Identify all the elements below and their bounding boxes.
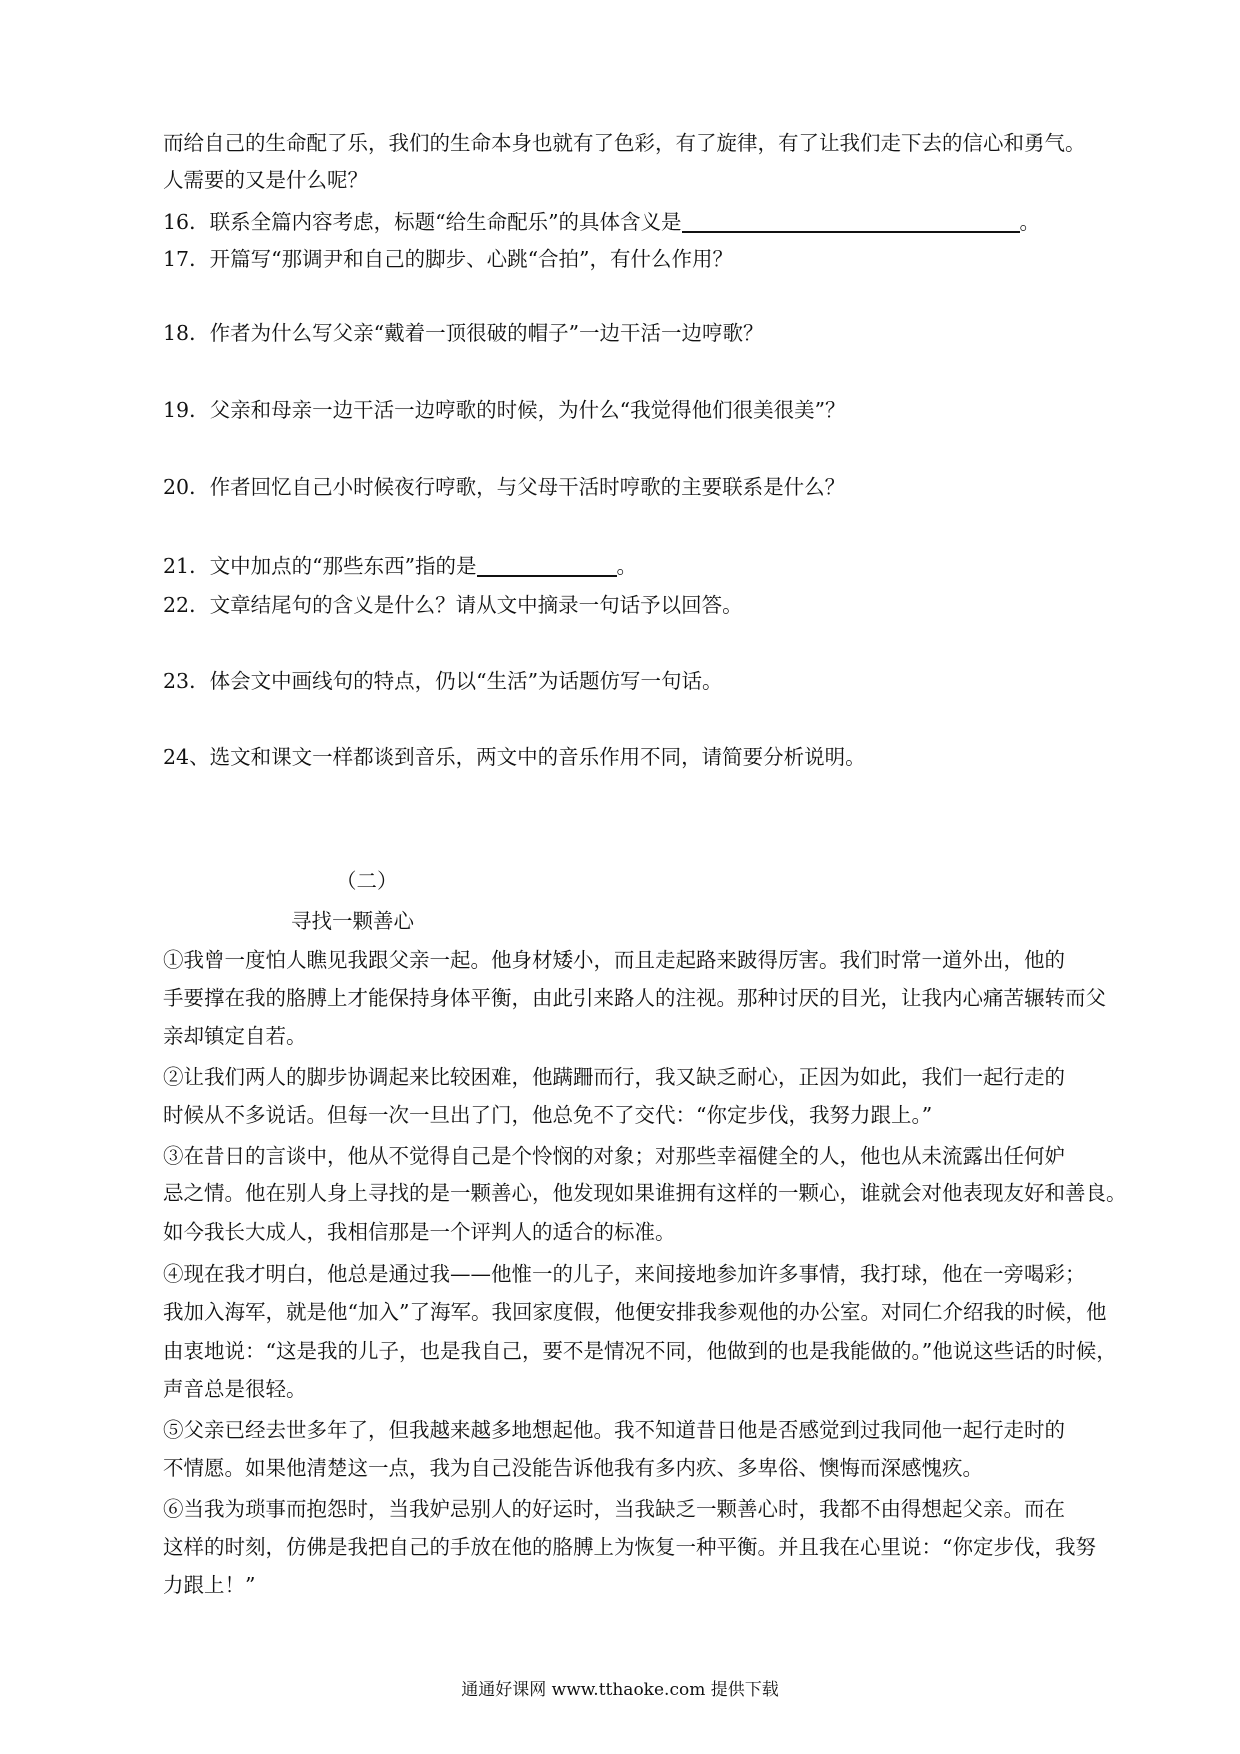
section-number: （二） — [336, 869, 398, 893]
question-16 — [163, 207, 1123, 237]
question-16-text: 16．联系全篇内容考虑，标题“给生命配乐”的具体含义是 — [163, 210, 682, 234]
passage-line: ⑥当我为琐事而抱怨时，当我妒忌别人的好运时，当我缺乏一颗善心时，我都不由得想起父亲。而在 — [163, 1497, 1065, 1521]
question-18: 18．作者为什么写父亲“戴着一顶很破的帽子”一边干活一边哼歌？ — [163, 321, 764, 345]
intro-line-2: 人需要的又是什么呢？ — [163, 168, 368, 192]
question-20: 20．作者回忆自己小时候夜行哼歌，与父母干活时哼歌的主要联系是什么？ — [163, 475, 846, 499]
question-24: 24、选文和课文一样都谈到音乐，两文中的音乐作用不同，请简要分析说明。 — [163, 745, 866, 769]
question-17: 17．开篇写“那调尹和自己的脚步、心跳“合拍”，有什么作用？ — [163, 247, 734, 271]
question-21-text: 21．文中加点的“那些东西”指的是 — [163, 554, 477, 578]
question-19: 19．父亲和母亲一边干活一边哼歌的时候，为什么“我觉得他们很美很美”？ — [163, 398, 846, 422]
answer-blank-21[interactable] — [477, 553, 617, 577]
passage-line: ③在昔日的言谈中，他从不觉得自己是个怜悯的对象；对那些幸福健全的人，他也从未流露出任何妒 — [163, 1144, 1065, 1168]
passage-line: ④现在我才明白，他总是通过我——他惟一的儿子，来间接地参加许多事情，我打球，他在一旁喝彩； — [163, 1262, 1086, 1286]
question-23: 23．体会文中画线句的特点，仍以“生活”为话题仿写一句话。 — [163, 669, 723, 693]
answer-blank-16[interactable] — [682, 209, 1020, 233]
passage-line: 这样的时刻，仿佛是我把自己的手放在他的胳膊上为恢复一种平衡。并且我在心里说：“你定步伐，我努 — [163, 1535, 1096, 1559]
passage-line: 声音总是很轻。 — [163, 1377, 307, 1401]
passage-line: 时候从不多说话。但每一次一旦出了门，他总免不了交代：“你定步伐，我努力跟上。” — [163, 1103, 933, 1127]
passage-line: ⑤父亲已经去世多年了，但我越来越多地想起他。我不知道昔日他是否感觉到过我同他一起行走时的 — [163, 1418, 1065, 1442]
passage-line: 力跟上！” — [163, 1573, 256, 1597]
passage-line: ②让我们两人的脚步协调起来比较困难，他蹒跚而行，我又缺乏耐心，正因为如此，我们一起行走的 — [163, 1065, 1065, 1089]
passage-line: 忌之情。他在别人身上寻找的是一颗善心，他发现如果谁拥有这样的一颗心，谁就会对他表现友好和善良。 — [163, 1181, 1127, 1205]
intro-line-1: 而给自己的生命配了乐，我们的生命本身也就有了色彩，有了旋律，有了让我们走下去的信心和勇气。 — [163, 131, 1086, 155]
passage-line: 不情愿。如果他清楚这一点，我为自己没能告诉他我有多内疚、多卑俗、懊悔而深感愧疚。 — [163, 1456, 983, 1480]
passage-line: 手要撑在我的胳膊上才能保持身体平衡，由此引来路人的注视。那种讨厌的目光，让我内心痛苦辗转而父 — [163, 986, 1106, 1010]
question-16-end: 。 — [1019, 210, 1041, 234]
passage-line: 如今我长大成人，我相信那是一个评判人的适合的标准。 — [163, 1220, 676, 1244]
question-21 — [163, 551, 1123, 581]
passage-line: 由衷地说：“这是我的儿子，也是我自己，要不是情况不同，他做到的也是我能做的。”他说这些话的时候， — [163, 1339, 1117, 1363]
question-22: 22．文章结尾句的含义是什么？请从文中摘录一句话予以回答。 — [163, 593, 743, 617]
page-footer: 通通好课网 www.tthaoke.com 提供下载 — [461, 1680, 779, 1700]
passage-title: 寻找一颗善心 — [291, 909, 414, 933]
passage-line: ①我曾一度怕人瞧见我跟父亲一起。他身材矮小，而且走起路来跛得厉害。我们时常一道外出，他的 — [163, 948, 1065, 972]
passage-line: 亲却镇定自若。 — [163, 1024, 307, 1048]
passage-line: 我加入海军，就是他“加入”了海军。我回家度假，他便安排我参观他的办公室。对同仁介绍我的时候，他 — [163, 1300, 1107, 1324]
question-21-end: 。 — [616, 554, 638, 578]
